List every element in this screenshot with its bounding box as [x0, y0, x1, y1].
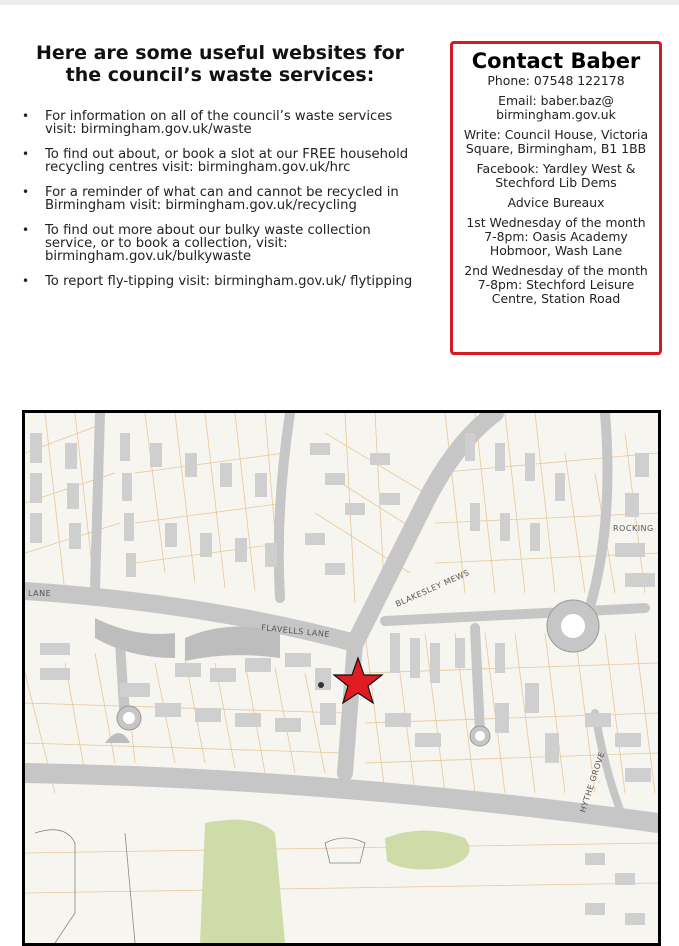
contact-title: Contact Baber	[471, 49, 641, 73]
map-canvas	[25, 413, 658, 943]
list-item: • To find out more about our bulky waste collection service, or to book a collection, visit: birmingham.gov.uk/bulkywaste	[20, 224, 420, 264]
list-item: • To find out about, or book a slot at our FREE household recycling centres visit: birmingham.gov.uk/hrc	[20, 148, 420, 174]
advice-session-2: 2nd Wednesday of the month 7-8pm: Stechford Leisure Centre, Station Road	[464, 263, 648, 306]
advice-session-1: 1st Wednesday of the month 7-8pm: Oasis Academy Hobmoor, Wash Lane	[466, 215, 646, 258]
label-flavells-lane: FLAVELLS LANE	[260, 623, 331, 640]
street-map	[22, 410, 661, 946]
label-rocking: ROCKING	[613, 524, 654, 533]
list-item: • To report fly-tipping visit: birmingham.gov.uk/ flytipping	[20, 275, 420, 288]
list-item: • For a reminder of what can and cannot be recycled in Birmingham visit: birmingham.gov.uk/recycling	[20, 186, 420, 212]
contact-address: Write: Council House, Victoria Square, Birmingham, B1 1BB	[463, 127, 649, 156]
useful-websites-list	[20, 110, 420, 288]
map-point	[318, 682, 324, 688]
contact-phone: Phone: 07548 122178	[487, 73, 625, 88]
map-outlines	[35, 830, 365, 943]
contact-facebook: Facebook: Yardley West & Stechford Lib Dems	[476, 161, 636, 190]
contact-email: Email: baber.baz@ birmingham.gov.uk	[496, 93, 616, 122]
useful-websites-section	[20, 42, 420, 300]
map-green-areas	[200, 820, 470, 943]
advice-heading: Advice Bureaux	[507, 195, 605, 210]
list-item: • For information on all of the council’s waste services visit: birmingham.gov.uk/waste	[20, 110, 420, 136]
label-hythe-grove: HYTHE GROVE	[578, 750, 607, 814]
label-blakesley-mews: BLAKESLEY MEWS	[394, 568, 471, 609]
useful-websites-heading: Here are some useful websites for the council’s waste services:	[35, 42, 405, 86]
label-lane: LANE	[28, 589, 52, 598]
contact-box	[450, 41, 662, 355]
top-bar	[0, 0, 679, 5]
